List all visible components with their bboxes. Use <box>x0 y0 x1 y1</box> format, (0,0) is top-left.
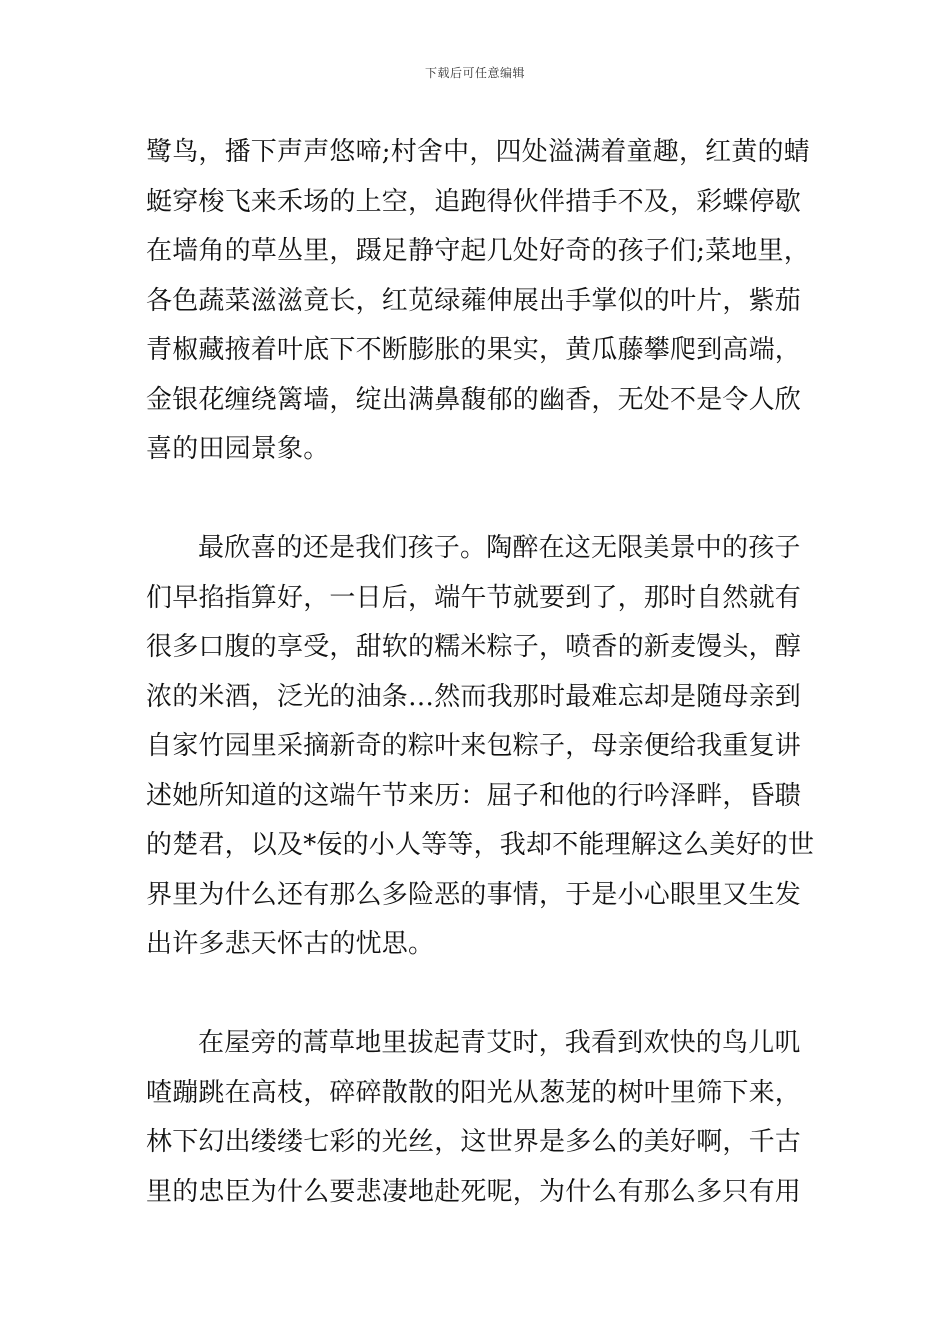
text-line: 们早掐指算好，一日后，端午节就要到了，那时自然就有 <box>146 582 802 613</box>
text-line: 的楚君，以及*佞的小人等等，我却不能理解这么美好的世 <box>146 830 815 860</box>
paragraph-gap <box>146 475 808 525</box>
text-line: 出许多悲天怀古的忧思。 <box>146 929 435 959</box>
paragraph <box>146 1019 808 1217</box>
text-line: 述她所知道的这端午节来历：屈子和他的行吟泽畔，昏聩 <box>146 780 802 811</box>
text-line: 喳蹦跳在高枝，碎碎散散的阳光从葱茏的树叶里筛下来， <box>146 1077 802 1108</box>
text-line: 林下幻出缕缕七彩的光丝，这世界是多么的美好啊，千古 <box>146 1127 802 1157</box>
text-line: 界里为什么还有那么多险恶的事情，于是小心眼里又生发 <box>146 879 802 910</box>
paragraph-gap <box>146 970 808 1020</box>
text-line: 很多口腹的享受，甜软的糯米粽子，喷香的新麦馒头，醇 <box>146 632 802 662</box>
text-line: 青椒藏掖着叶底下不断膨胀的果实，黄瓜藤攀爬到高端， <box>146 335 802 365</box>
text-line: 在墙角的草丛里，蹑足静守起几处好奇的孩子们;菜地里， <box>146 236 810 266</box>
text-line: 自家竹园里采摘新奇的粽叶来包粽子，母亲便给我重复讲 <box>146 731 802 761</box>
text-line: 里的忠臣为什么要悲凄地赴死呢，为什么有那么多只有用 <box>146 1176 802 1207</box>
text-line: 蜓穿梭飞来禾场的上空，追跑得伙伴措手不及，彩蝶停歇 <box>146 186 802 217</box>
text-line: 喜的田园景象。 <box>146 434 330 464</box>
text-line: 在屋旁的蒿草地里拔起青艾时，我看到欢快的鸟儿叽 <box>198 1028 801 1058</box>
text-line: 金银花缠绕篱墙，绽出满鼻馥郁的幽香，无处不是令人欣 <box>146 384 802 415</box>
paragraph <box>146 524 815 970</box>
paragraph <box>146 128 808 475</box>
text-line: 浓的米酒，泛光的油条…然而我那时最难忘却是随母亲到 <box>146 681 802 712</box>
document-body <box>146 128 815 1217</box>
text-line: 各色蔬菜滋滋竟长，红苋绿蕹伸展出手掌似的叶片，紫茄 <box>146 285 802 316</box>
page-header: 下载后可任意编辑 <box>424 66 525 80</box>
text-line: 最欣喜的还是我们孩子。陶醉在这无限美景中的孩子 <box>198 533 801 563</box>
text-line: 鹭鸟，播下声声悠啼;村舍中，四处溢满着童趣，红黄的蜻 <box>146 137 810 167</box>
